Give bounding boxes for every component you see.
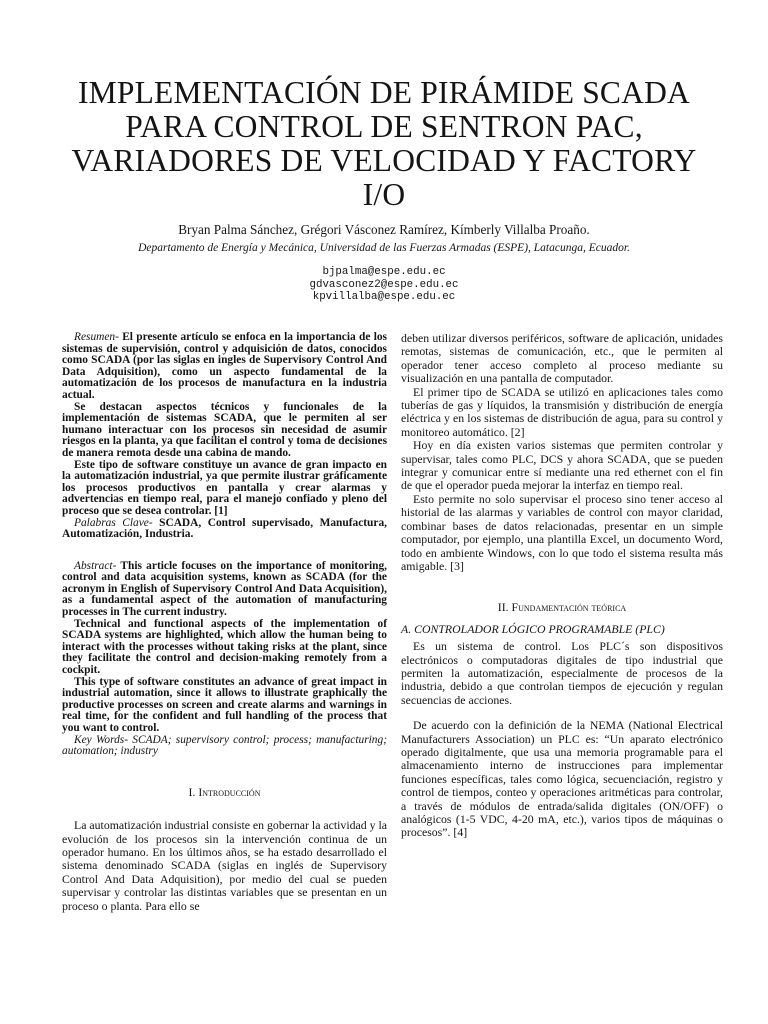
email-address: kpvillalba@espe.edu.ec — [312, 291, 456, 304]
abstract-label: Abstract- — [74, 559, 117, 572]
resumen-paragraph-3: Este tipo de software constituye un avance de gran impacto en la automatización industrial, ya que permite ilustrar gráficamente los procesos productivos en pantalla y crear alarmas y advertencias en tiempo real, para el manejo confiado y pleno del proceso que se desea controlar. [1] — [62, 458, 387, 517]
section-heading-introduccion: I. Introducción — [188, 784, 261, 799]
left-column — [62, 332, 387, 913]
section-heading-fundamentacion: II. Fundamentación teórica — [497, 600, 627, 615]
right-column — [401, 332, 723, 840]
body-paragraph: Hoy en día existen varios sistemas que permiten controlar y supervisar, tales como PLC, DCS y ahora SCADA, que se pueden integrar y comunicar entre sí mediante una red ethernet con el fin de que el operador pueda mejorar la interfaz en tiempo real. — [401, 438, 723, 493]
resumen-paragraph-2: Se destacan aspectos técnicos y funcionales de la implementación de sistemas SCADA, que le permiten al ser humano interactuar con los procesos sin necesidad de asumir riesgos en la planta, ya que facilitan el control y toma de decisiones de manera remota desde una cabina de mando. — [62, 400, 387, 459]
palabras-clave-label: Palabras Clave- — [74, 516, 153, 529]
intro-paragraph: La automatización industrial consiste en gobernar la actividad y la evolución de los procesos sin la intervención continua de un operador humano. En los últimos años, se ha estado desarrollado el sistema denominado SCADA (siglas en inglés de Supervisory Control And Data Adquisition), por medio del cual se pueden supervisar y controlar las distintas variables que se presentan en un proceso o planta. Para ello se — [62, 818, 387, 913]
email-address: gdvasconez2@espe.edu.ec — [309, 278, 459, 291]
abstract-paragraph-2: Technical and functional aspects of the implementation of SCADA systems are highlighted, which allow the human being to interact with the processes without taking risks at the plant, since they facilitate the control and decision-making remotely from a cockpit. — [62, 617, 387, 677]
abstract-paragraph-3: This type of software constitutes an advance of great impact in industrial automation, since it allows to illustrate graphically the productive processes on screen and create alarms and warnings in real time, for the confident and full handling of the process that you want to control. — [62, 675, 387, 734]
body-paragraph: Esto permite no solo supervisar el proceso sino tener acceso al historial de las alarmas y variables de control con mayor claridad, combinar bases de datos relacionadas, presentar en un simple computador, por ejemplo, una plantilla Excel, un documento Word, todo en ambiente Windows, con lo que todo el sistema resulta más amigable. [3] — [401, 491, 723, 573]
abstract-paragraph — [62, 561, 387, 619]
abstract-text: This article focuses on the importance of monitoring, control and data acquisition systems, known as SCADA (for the acronym in English of Supervisory Control And Data Acquisition), as a fundamental aspect of the automation of manufacturing processes in The current industry. — [62, 559, 387, 619]
palabras-clave — [62, 518, 387, 541]
body-paragraph: deben utilizar diversos periféricos, software de aplicación, unidades remotas, sistemas de comunicación, etc., que le permiten al operador tener acceso completo al proceso mediante su visualización en una pantalla de computador. — [401, 331, 723, 386]
email-list — [200, 266, 568, 304]
email-address: bjpalma@espe.edu.ec — [322, 266, 446, 278]
authors: Bryan Palma Sánchez, Grégori Vásconez Ramírez, Kímberly Villalba Proaño. — [178, 222, 590, 237]
plc-paragraph: Es un sistema de control. Los PLC´s son dispositivos electrónicos o computadoras digitales de tipo industrial que permiten la automatización, especialmente de procesos de la industria, debido a que controlan tiempos de ejecución y regulan secuencias de acciones. — [401, 639, 723, 707]
resumen-paragraph — [62, 332, 387, 402]
key-words: Key Words- SCADA; supervisory control; process; manufacturing; automation; industry — [62, 733, 387, 758]
resumen-label: Resumen- — [74, 331, 119, 343]
subsection-heading-plc: A. CONTROLADOR LÓGICO PROGRAMABLE (PLC) — [401, 621, 665, 636]
resumen-text: El presente artículo se enfoca en la importancia de los sistemas de supervisión, control y adquisición de datos, conocidos como SCADA (por las siglas en ingles de Supervisory Control And Data Adquisition), como un aspecto fundamental de la automatización de los procesos de manufactura en la industria actual. — [62, 331, 387, 401]
body-paragraph: El primer tipo de SCADA se utilizó en aplicaciones tales como tuberías de gas y líquidos, la transmisión y distribución de energía eléctrica y en los sistemas de distribución de agua, para su control y monitoreo automático. [2] — [401, 384, 723, 439]
paper-title: IMPLEMENTACIÓN DE PIRÁMIDE SCADA PARA CONTROL DE SENTRON PAC, VARIADORES DE VELOCIDAD Y FACTORY I/O — [71, 75, 697, 212]
palabras-clave-text: SCADA, Control supervisado, Manufactura, Automatización, Industria. — [62, 516, 387, 541]
nema-paragraph: De acuerdo con la definición de la NEMA (National Electrical Manufacturers Association) un PLC es: “Un aparato electrónico operado digitalmente, que usa una memoria programable para el almacenamiento interno de instrucciones para implementar funciones específicas, tales como lógica, secuenciación, registro y control de tiempos, conteo y operaciones aritméticas para controlar, a través de módulos de entrada/salida digitales (ON/OFF) o analógicos (1-5 VDC, 4-20 mA, etc.), varios tipos de máquinas o procesos”. [4] — [401, 718, 723, 840]
affiliation: Departamento de Energía y Mecánica, Universidad de las Fuerzas Armadas (ESPE), Latacunga, Ecuador. — [138, 242, 630, 254]
